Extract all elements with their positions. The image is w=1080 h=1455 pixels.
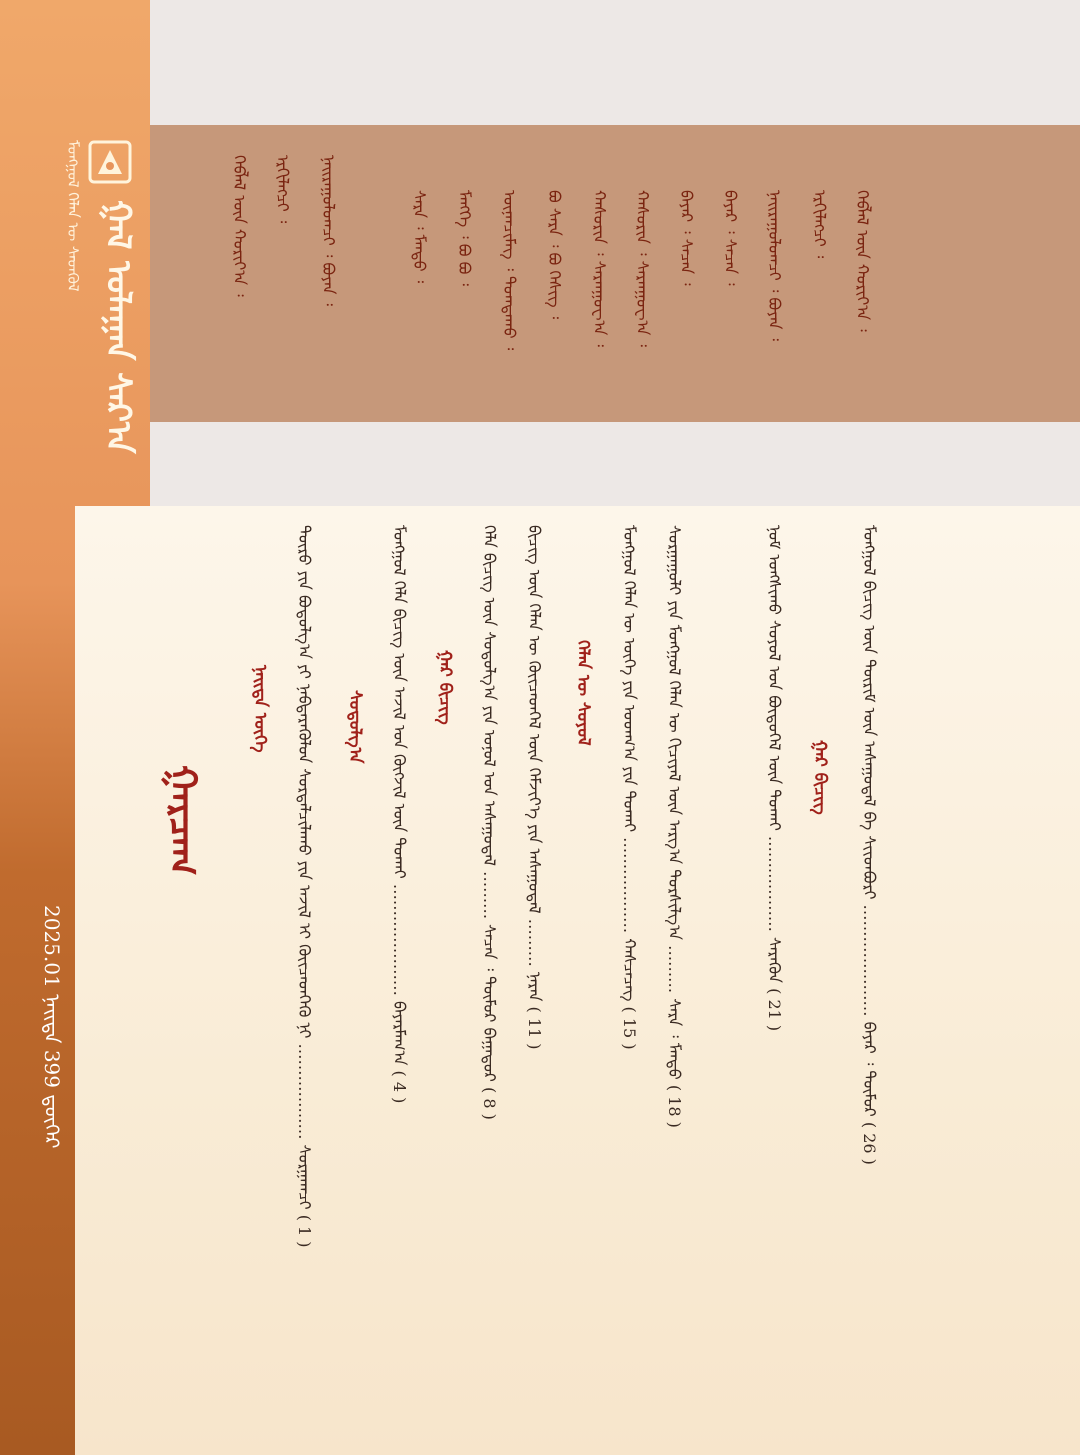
- staff-line: ᠬᠠᠰᠤᠷᠢᠨ ᠄ ᠰᠠᠷᠠᠨᠭᠤᠸ᠎ᠠ ᠄: [633, 190, 652, 347]
- toc-item-text: ᠰᠤᠷᠭᠠᠭᠤᠯᠢ ᠶᠢᠨ ᠮᠣᠩᠭᠣᠯ ᠬᠡᠯᠡᠨ ᠦ ᠬᠢᠴᠢᠶᠡᠯ ᠦᠨ ᠠᠷᠭ᠎ᠠ ᠲᠤᠷᠰᠢᠯᠭ᠎ᠠ ……… ᠰᠠᠷᠠ ᠄ ᠮᠡᠨᠳᠦ: [665, 525, 684, 1080]
- toc-item[interactable]: [520, 525, 548, 1050]
- toc-item-page: ( 18 ): [665, 1084, 684, 1128]
- toc-item-text: ᠮᠣᠩᠭᠣᠯ ᠬᠡᠯᠡᠨ ᠦ ᠦᠭᠡ ᠶᠢᠨ ᠤᠳᠬ᠎ᠠ ᠶᠢᠨ ᠲᠤᠬᠠᠢ ……………… ᠬᠠᠰᠴᠡᠴᠡᠭ: [620, 525, 639, 1002]
- staff-line: ᠡᠷᠬᠢᠯᠡᠭᠴᠢ ᠄: [810, 190, 829, 259]
- toc-item[interactable]: [290, 525, 318, 1248]
- staff-line: ᠡᠷᠬᠢᠯᠡᠭᠴᠢ ᠄: [273, 155, 292, 224]
- staff-line: ᠦᠨᠡᠨᠴᠢᠮᠡᠭ ᠄ ᠲᠣᠭᠲᠠᠬᠤ ᠄: [500, 190, 519, 351]
- staff-line: ᠬᠡᠪᠯᠡᠯ ᠦᠨ ᠬᠣᠷᠢᠶ᠎ᠠ ᠄: [230, 155, 249, 297]
- staff-line: ᠬᠡᠪᠯᠡᠯ ᠦᠨ ᠬᠣᠷᠢᠶ᠎ᠠ ᠄: [853, 190, 872, 332]
- toc-item-page: ( 15 ): [620, 1006, 639, 1050]
- section-title: ᠨᠡᠢᠲᠡ ᠦᠭᠡ: [250, 665, 270, 753]
- section-title: ᠰᠤᠳᠤᠯᠭ᠎ᠠ: [345, 690, 365, 764]
- emblem-icon: [86, 138, 134, 186]
- toc-item-text: ᠬᠡᠯᠡ ᠪᠢᠴᠢᠭ ᠦᠨ ᠰᠤᠳᠤᠯᠭ᠎ᠠ ᠶᠢᠨ ᠣᠨᠣᠯ ᠤᠨ ᠠᠰᠠᠭᠤᠳᠠᠯ ……… ᠰᠡᠴᠡᠨ ᠄ ᠲᠥᠮᠦᠷ ᠪᠠᠭᠠᠲᠤᠷ: [480, 525, 499, 1082]
- toc-item-text: ᠨᠣᠮ ᠤᠩᠰᠢᠬᠤ ᠰᠣᠶᠣᠯ ᠤᠨ ᠪᠦᠲᠦᠭᠡᠯ ᠦᠨ ᠲᠤᠬᠠᠢ ……………… ᠰᠡᠷᠡᠭᠦᠨ: [765, 525, 784, 984]
- staff-line: ᠪᠠᠶᠠᠷ ᠄ ᠰᠡᠴᠡᠨ ᠄: [677, 190, 696, 286]
- staff-line: ᠰᠠᠷᠠ ᠄ ᠮᠡᠨᠳᠦ ᠄: [410, 190, 429, 284]
- toc-item-text: ᠪᠢᠴᠢᠭ ᠦᠨ ᠬᠡᠯᠡᠨ ᠦ ᠭᠦᠢᠴᠡᠳᠬᠡᠯ ᠦᠨ ᠬᠡᠮᠵᠢᠶ᠎ᠡ ᠶᠢᠨ ᠠᠰᠠᠭᠤᠳᠠᠯ ……… ᠨᠠᠷᠠᠨ: [525, 525, 544, 1002]
- toc-item-page: ( 4 ): [390, 1070, 409, 1104]
- section-title: ᠭᠠᠷ ᠪᠢᠴᠢᠭ: [435, 650, 455, 725]
- issue-number: 2025.01 ᠨᠡᠢᠲᠡ 399 ᠳ᠋ᠦᠭᠡᠷ: [40, 905, 64, 1149]
- toc-item-page: ( 26 ): [860, 1121, 879, 1165]
- section-title: ᠭᠠᠷ ᠪᠢᠴᠢᠭ: [810, 740, 830, 815]
- toc-item-text: ᠲᠥᠷᠥ ᠶᠢᠨ ᠪᠣᠳᠣᠯᠭ᠎ᠠ ᠶᠢ ᠨᠡᠪᠲᠡᠷᠡᠭᠦᠯᠦᠨ ᠰᠤᠷᠲᠠᠯᠴᠢᠯᠠᠬᠤ ᠶᠢᠨ ᠠᠵᠢᠯ ᠢ ᠬᠦᠢᠴᠡᠳᠭᠡᠬᠦ ᠨᠢ ……………… ᠰᠤᠷᠭᠠᠭᠴᠢ: [295, 525, 314, 1210]
- toc-item[interactable]: [855, 525, 883, 1165]
- toc-item-text: ᠮᠣᠩᠭᠣᠯ ᠪᠢᠴᠢᠭ ᠦᠨ ᠳᠦᠷᠢᠮ ᠦᠨ ᠠᠰᠠᠭᠤᠳᠠᠯ ᠪᠠ ᠰᠢᠢᠳᠪᠦᠷᠢ ………………… ᠪᠠᠶᠠᠷ ᠄ ᠲᠥᠮᠦᠷ: [860, 525, 879, 1117]
- staff-line: ᠨᠠᠢᠷᠠᠭᠤᠯᠤᠭᠴᠢ ᠄ ᠪᠤᠶᠠᠨ ᠄: [319, 155, 338, 307]
- toc-item[interactable]: [760, 525, 788, 1031]
- section-title: ᠬᠡᠯᠡᠨ ᠦ ᠰᠣᠶᠣᠯ: [573, 640, 593, 746]
- toc-item[interactable]: [385, 525, 413, 1103]
- staff-line: ᠮᠡᠩᠭᠡ ᠄ ᠪᠣ ᠪᠣ ᠄: [455, 190, 474, 286]
- toc-item-page: ( 11 ): [525, 1006, 544, 1050]
- toc-item[interactable]: [660, 525, 688, 1128]
- toc-item-page: ( 1 ): [295, 1214, 314, 1248]
- staff-line: ᠪᠠᠶᠠᠷ ᠄ ᠰᠡᠴᠡᠨ ᠄: [721, 190, 740, 286]
- toc-item[interactable]: [475, 525, 503, 1120]
- staff-line: ᠪᠣ ᠰᠠᠷᠠ ᠄ ᠪᠣ ᠬᠡᠰᠢᠭ ᠄: [545, 190, 564, 320]
- staff-line: ᠬᠠᠰᠤᠷᠢᠨ ᠄ ᠰᠠᠷᠠᠨᠭᠤᠸ᠎ᠠ ᠄: [590, 190, 609, 347]
- toc-heading: ᠭᠠᠷᠴᠠᠭ: [161, 765, 205, 876]
- toc-item[interactable]: [615, 525, 643, 1050]
- toc-item-text: ᠮᠣᠩᠭᠣᠯ ᠬᠡᠯᠡ ᠪᠢᠴᠢᠭ ᠦᠨ ᠠᠵᠢᠯ ᠤᠨ ᠬᠥᠭᠵᠢᠯ ᠦᠨ ᠲᠤᠬᠠᠢ ………………… ᠪᠠᠶᠠᠷᠮᠠᠭ᠎ᠠ: [390, 525, 409, 1066]
- toc-item-page: ( 8 ): [480, 1087, 499, 1120]
- toc-item-page: ( 21 ): [765, 988, 784, 1032]
- magazine-subtitle: ᠮᠣᠩᠭᠣᠯ ᠬᠡᠯᠡᠨ ᠦ ᠰᠡᠳᠬᠦᠯ: [64, 140, 82, 292]
- magazine-title: ᠭᠠᠯ ᠤᠯᠠᠭᠠᠨ ᠰᠠᠷ᠎ᠠ: [98, 200, 138, 454]
- staff-line: ᠨᠠᠢᠷᠠᠭᠤᠯᠤᠭᠴᠢ ᠄ ᠪᠤᠶᠠᠨ ᠄: [765, 190, 784, 342]
